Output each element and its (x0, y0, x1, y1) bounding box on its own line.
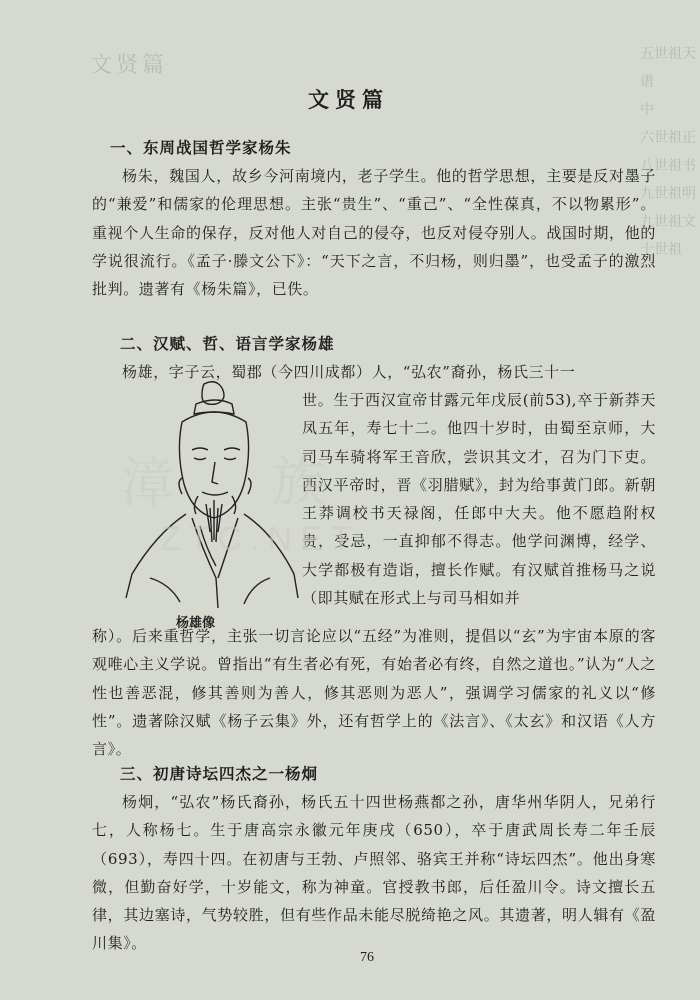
bleed-line: 九世祖文 (640, 214, 696, 230)
bleed-through-header: 文贤篇 (90, 53, 169, 78)
section-body-yangxiong-rest: 称）。后来重哲学，主张一切言论应以“五经”为准则，提倡以“玄”为宇宙本原的客观唯心主义学说。曾指出“有生者必有死，有始者必有终，自然之道也。”认为“人之性也善恶混，修其善则为善人，修其恶则为恶人”，强调学习儒家的礼义以“修性”。遗著除汉赋《杨子云集》外，还有哲学上的《法言》、《太玄》和汉语《人方言》。 (92, 627, 656, 759)
section-heading-yangjiong: 三、初唐诗坛四杰之一杨炯 (120, 765, 319, 783)
page-number: 76 (360, 950, 374, 965)
bleed-line: 十世祖 (640, 242, 682, 258)
section-heading-yangxiong: 二、汉赋、哲、语言学家杨雄 (120, 335, 335, 353)
bleed-line: 五世祖天 (640, 46, 696, 62)
portrait-caption: 杨雄像 (176, 616, 216, 631)
watermark-en: ZTC.NET (160, 520, 360, 558)
bleed-line: 九世祖明 (640, 186, 696, 202)
watermark-cn: 漳 族 (120, 451, 348, 514)
bleed-line: 八世祖书 (640, 158, 696, 174)
bleed-line: 谱 (640, 74, 654, 90)
section-body-yangzhu: 杨朱，魏国人，故乡今河南境内，老子学生。他的哲学思想，主要是反对墨子的“兼爱”和儒家的伦理思想。主张“贵生”、“重己”、“全性葆真，不以物累形”。重视个人生命的保存，反对他人对自己的侵夺，也反对侵夺别人。战国时期，他的学说很流行。《孟子·滕文公下》：“天下之言，不归杨，则归墨”，也受孟子的激烈批判。遗著有《杨朱篇》，已佚。 (92, 167, 656, 299)
section-body-yangjiong: 杨炯，“弘农”杨氏裔孙，杨氏五十四世杨燕都之孙，唐华州华阴人，兄弟行七，人称杨七。生于唐高宗永徽元年庚戌（650），卒于唐武周长寿二年壬辰（693），寿四十四。在初唐与王勃、卢照邻、骆宾王并称“诗坛四杰”。他出身寒微，但勤奋好学，十岁能文，称为神童。官授教书郎，后任盈川令。诗文擅长五律，其边塞诗，气势较胜，但有些作品未能尽脱绮艳之风。其遗著，明人辑有《盈川集》。 (92, 793, 656, 953)
bleed-line: 六世祖正 (640, 130, 696, 146)
section-body-yangxiong-wrap: 世。生于西汉宣帝甘露元年戊辰(前53),卒于新莽天凤五年，寿七十二。他四十岁时，由蜀至京师，大司马车骑将军王音欣，尝识其文才，召为门下吏。西汉平帝时，晋《羽腊赋》，封为给事黄门郎。新朝王莽调校书天禄阁，任郎中大夫。他不愿趋附权贵，受忌，一直抑郁不得志。他学问渊博，经学、大学都极有造诣，擅长作赋。有汉赋首推杨马之说（即其赋在形式上与司马相如并 (302, 391, 656, 608)
section-heading-yangzhu: 一、东周战国哲学家杨朱 (110, 139, 292, 157)
section-body-yangxiong-line1: 杨雄，字子云，蜀郡（今四川成都）人，“弘农”裔孙，杨氏三十一 (122, 363, 576, 381)
page-title: 文贤篇 (308, 88, 389, 112)
bleed-line: 中 (640, 102, 654, 118)
